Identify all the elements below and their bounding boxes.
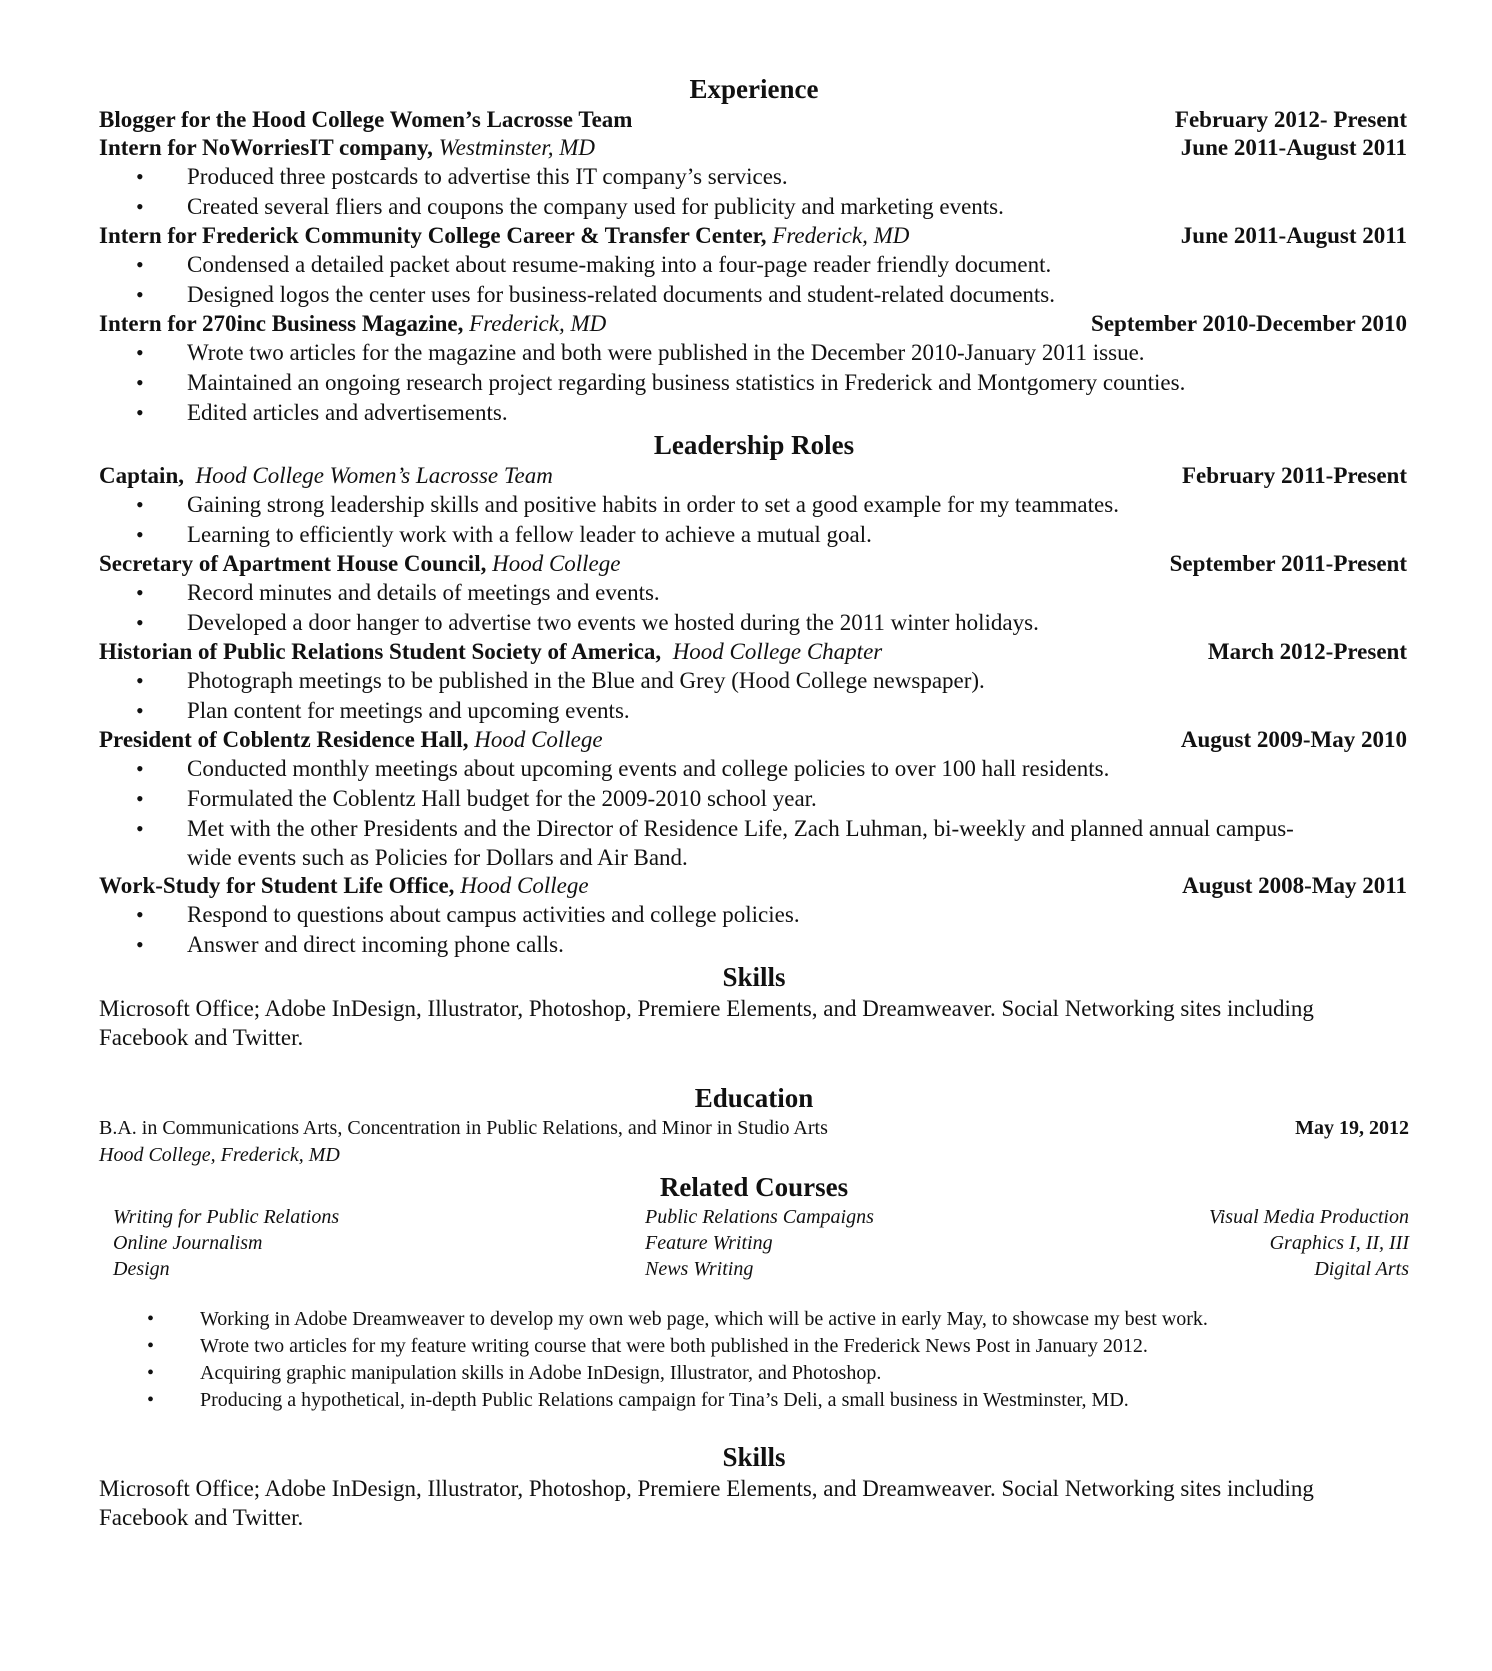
leadership-entry: [99, 550, 1409, 638]
entry-title: Intern for NoWorriesIT company,: [99, 135, 433, 160]
leadership-entry: [99, 872, 1409, 960]
experience-heading: Experience: [689, 74, 819, 104]
bullet-list: [99, 666, 1409, 726]
bullet-item: • Formulated the Coblentz Hall budget for the 2009-2010 school year.: [99, 784, 1409, 814]
courses-column: [545, 1204, 977, 1282]
entry-place: Hood College Women’s Lacrosse Team: [195, 463, 553, 488]
bullet-item: • Acquiring graphic manipulation skills in Adobe InDesign, Illustrator, and Photoshop.: [99, 1360, 1409, 1387]
school-name: Hood College, Frederick, MD: [99, 1144, 340, 1166]
degree-row: [99, 1115, 1409, 1142]
related-courses-heading: Related Courses: [659, 1172, 849, 1202]
entry-title: President of Coblentz Residence Hall,: [99, 727, 469, 752]
resume-page: [99, 72, 1409, 1532]
courses-column: [977, 1204, 1409, 1282]
course-item: Online Journalism: [113, 1232, 263, 1254]
bullet-list: [99, 250, 1409, 310]
bullet-list: [99, 754, 1409, 872]
leadership-entry: [99, 638, 1409, 726]
experience-entry: [99, 222, 1409, 310]
bullet-item: • Edited articles and advertisements.: [99, 398, 1409, 428]
entry-title: Secretary of Apartment House Council,: [99, 551, 487, 576]
course-item: Feature Writing: [645, 1232, 773, 1254]
bullet-item: • Designed logos the center uses for business-related documents and student-related documents.: [99, 280, 1409, 310]
bullet-item: • Answer and direct incoming phone calls.: [99, 930, 1409, 960]
bullet-list: [99, 578, 1409, 638]
bullet-list: [99, 162, 1409, 222]
leadership-entry: [99, 726, 1409, 872]
skills-text: Microsoft Office; Adobe InDesign, Illustrator, Photoshop, Premiere Elements, and Dreamweaver. Social Networking sites including Facebook and Twitter.: [99, 1476, 1314, 1530]
degree-date: May 19, 2012: [1295, 1117, 1409, 1139]
course-item: Writing for Public Relations: [113, 1206, 340, 1228]
entry-place: Hood College Chapter: [672, 639, 883, 664]
bullet-item: • Gaining strong leadership skills and positive habits in order to set a good example for my teammates.: [99, 490, 1409, 520]
course-item: Digital Arts: [1314, 1258, 1409, 1280]
bullet-item: • Wrote two articles for my feature writing course that were both published in the Frederick News Post in January 2012.: [99, 1333, 1409, 1360]
bullet-item: • Developed a door hanger to advertise two events we hosted during the 2011 winter holidays.: [99, 608, 1409, 638]
skills-heading: Skills: [722, 1442, 786, 1472]
entry-title: Captain,: [99, 463, 184, 488]
courses-bullet-list: [99, 1306, 1409, 1414]
experience-entry: [99, 106, 1409, 134]
bullet-item: • Condensed a detailed packet about resume-making into a four-page reader friendly document.: [99, 250, 1409, 280]
bullet-item: • Met with the other Presidents and the Director of Residence Life, Zach Luhman, bi-weekly and planned annual campus-wide events such as Policies for Dollars and Air Band.: [99, 814, 1409, 872]
course-item: Public Relations Campaigns: [645, 1206, 874, 1228]
entry-date: June 2011-August 2011: [1180, 223, 1407, 248]
course-item: Design: [113, 1258, 170, 1280]
courses-grid: [99, 1204, 1409, 1282]
bullet-list: [99, 338, 1409, 428]
entry-date: September 2011-Present: [1169, 551, 1407, 576]
bullet-item: • Maintained an ongoing research project regarding business statistics in Frederick and Montgomery counties.: [99, 368, 1409, 398]
entry-title: Historian of Public Relations Student Society of America,: [99, 639, 662, 664]
bullet-item: • Record minutes and details of meetings and events.: [99, 578, 1409, 608]
bullet-item: • Learning to efficiently work with a fellow leader to achieve a mutual goal.: [99, 520, 1409, 550]
course-item: Visual Media Production: [1209, 1206, 1409, 1228]
entry-place: Hood College: [492, 551, 621, 576]
entry-place: Hood College: [460, 873, 589, 898]
entry-date: March 2012-Present: [1207, 639, 1407, 664]
courses-column: [113, 1204, 545, 1282]
skills-text: Microsoft Office; Adobe InDesign, Illustrator, Photoshop, Premiere Elements, and Dreamweaver. Social Networking sites including Facebook and Twitter.: [99, 996, 1314, 1050]
skills-heading: Skills: [722, 962, 786, 992]
bullet-item: • Respond to questions about campus activities and college policies.: [99, 900, 1409, 930]
entry-date: August 2008-May 2011: [1182, 873, 1407, 898]
entry-title: Intern for Frederick Community College Career & Transfer Center,: [99, 223, 767, 248]
bullet-item: • Wrote two articles for the magazine and both were published in the December 2010-January 2011 issue.: [99, 338, 1409, 368]
experience-entry: [99, 310, 1409, 428]
course-item: Graphics I, II, III: [1269, 1232, 1409, 1254]
entry-title: Blogger for the Hood College Women’s Lacrosse Team: [99, 107, 633, 132]
entry-date: February 2012- Present: [1174, 107, 1407, 132]
entry-date: September 2010-December 2010: [1091, 311, 1407, 336]
entry-date: August 2009-May 2010: [1180, 727, 1407, 752]
leadership-heading: Leadership Roles: [653, 430, 855, 460]
bullet-list: [99, 900, 1409, 960]
entry-place: Hood College: [474, 727, 603, 752]
degree-text: B.A. in Communications Arts, Concentration in Public Relations, and Minor in Studio Arts: [99, 1117, 828, 1139]
bullet-item: • Producing a hypothetical, in-depth Public Relations campaign for Tina’s Deli, a small business in Westminster, MD.: [99, 1387, 1409, 1414]
bullet-item: • Created several fliers and coupons the company used for publicity and marketing events.: [99, 192, 1409, 222]
experience-entry: [99, 134, 1409, 222]
entry-place: Frederick, MD: [469, 311, 607, 336]
leadership-entry: [99, 462, 1409, 550]
entry-place: Westminster, MD: [438, 135, 596, 160]
bullet-item: • Plan content for meetings and upcoming events.: [99, 696, 1409, 726]
entry-date: February 2011-Present: [1181, 463, 1407, 488]
entry-date: June 2011-August 2011: [1180, 135, 1407, 160]
entry-title: Work-Study for Student Life Office,: [99, 873, 455, 898]
bullet-item: • Working in Adobe Dreamweaver to develop my own web page, which will be active in early May, to showcase my best work.: [99, 1306, 1409, 1333]
bullet-list: [99, 490, 1409, 550]
entry-place: Frederick, MD: [772, 223, 910, 248]
education-heading: Education: [694, 1083, 814, 1113]
bullet-item: • Produced three postcards to advertise this IT company’s services.: [99, 162, 1409, 192]
entry-title: Intern for 270inc Business Magazine,: [99, 311, 464, 336]
bullet-item: • Photograph meetings to be published in the Blue and Grey (Hood College newspaper).: [99, 666, 1409, 696]
bullet-item: • Conducted monthly meetings about upcoming events and college policies to over 100 hall residents.: [99, 754, 1409, 784]
course-item: News Writing: [645, 1258, 754, 1280]
